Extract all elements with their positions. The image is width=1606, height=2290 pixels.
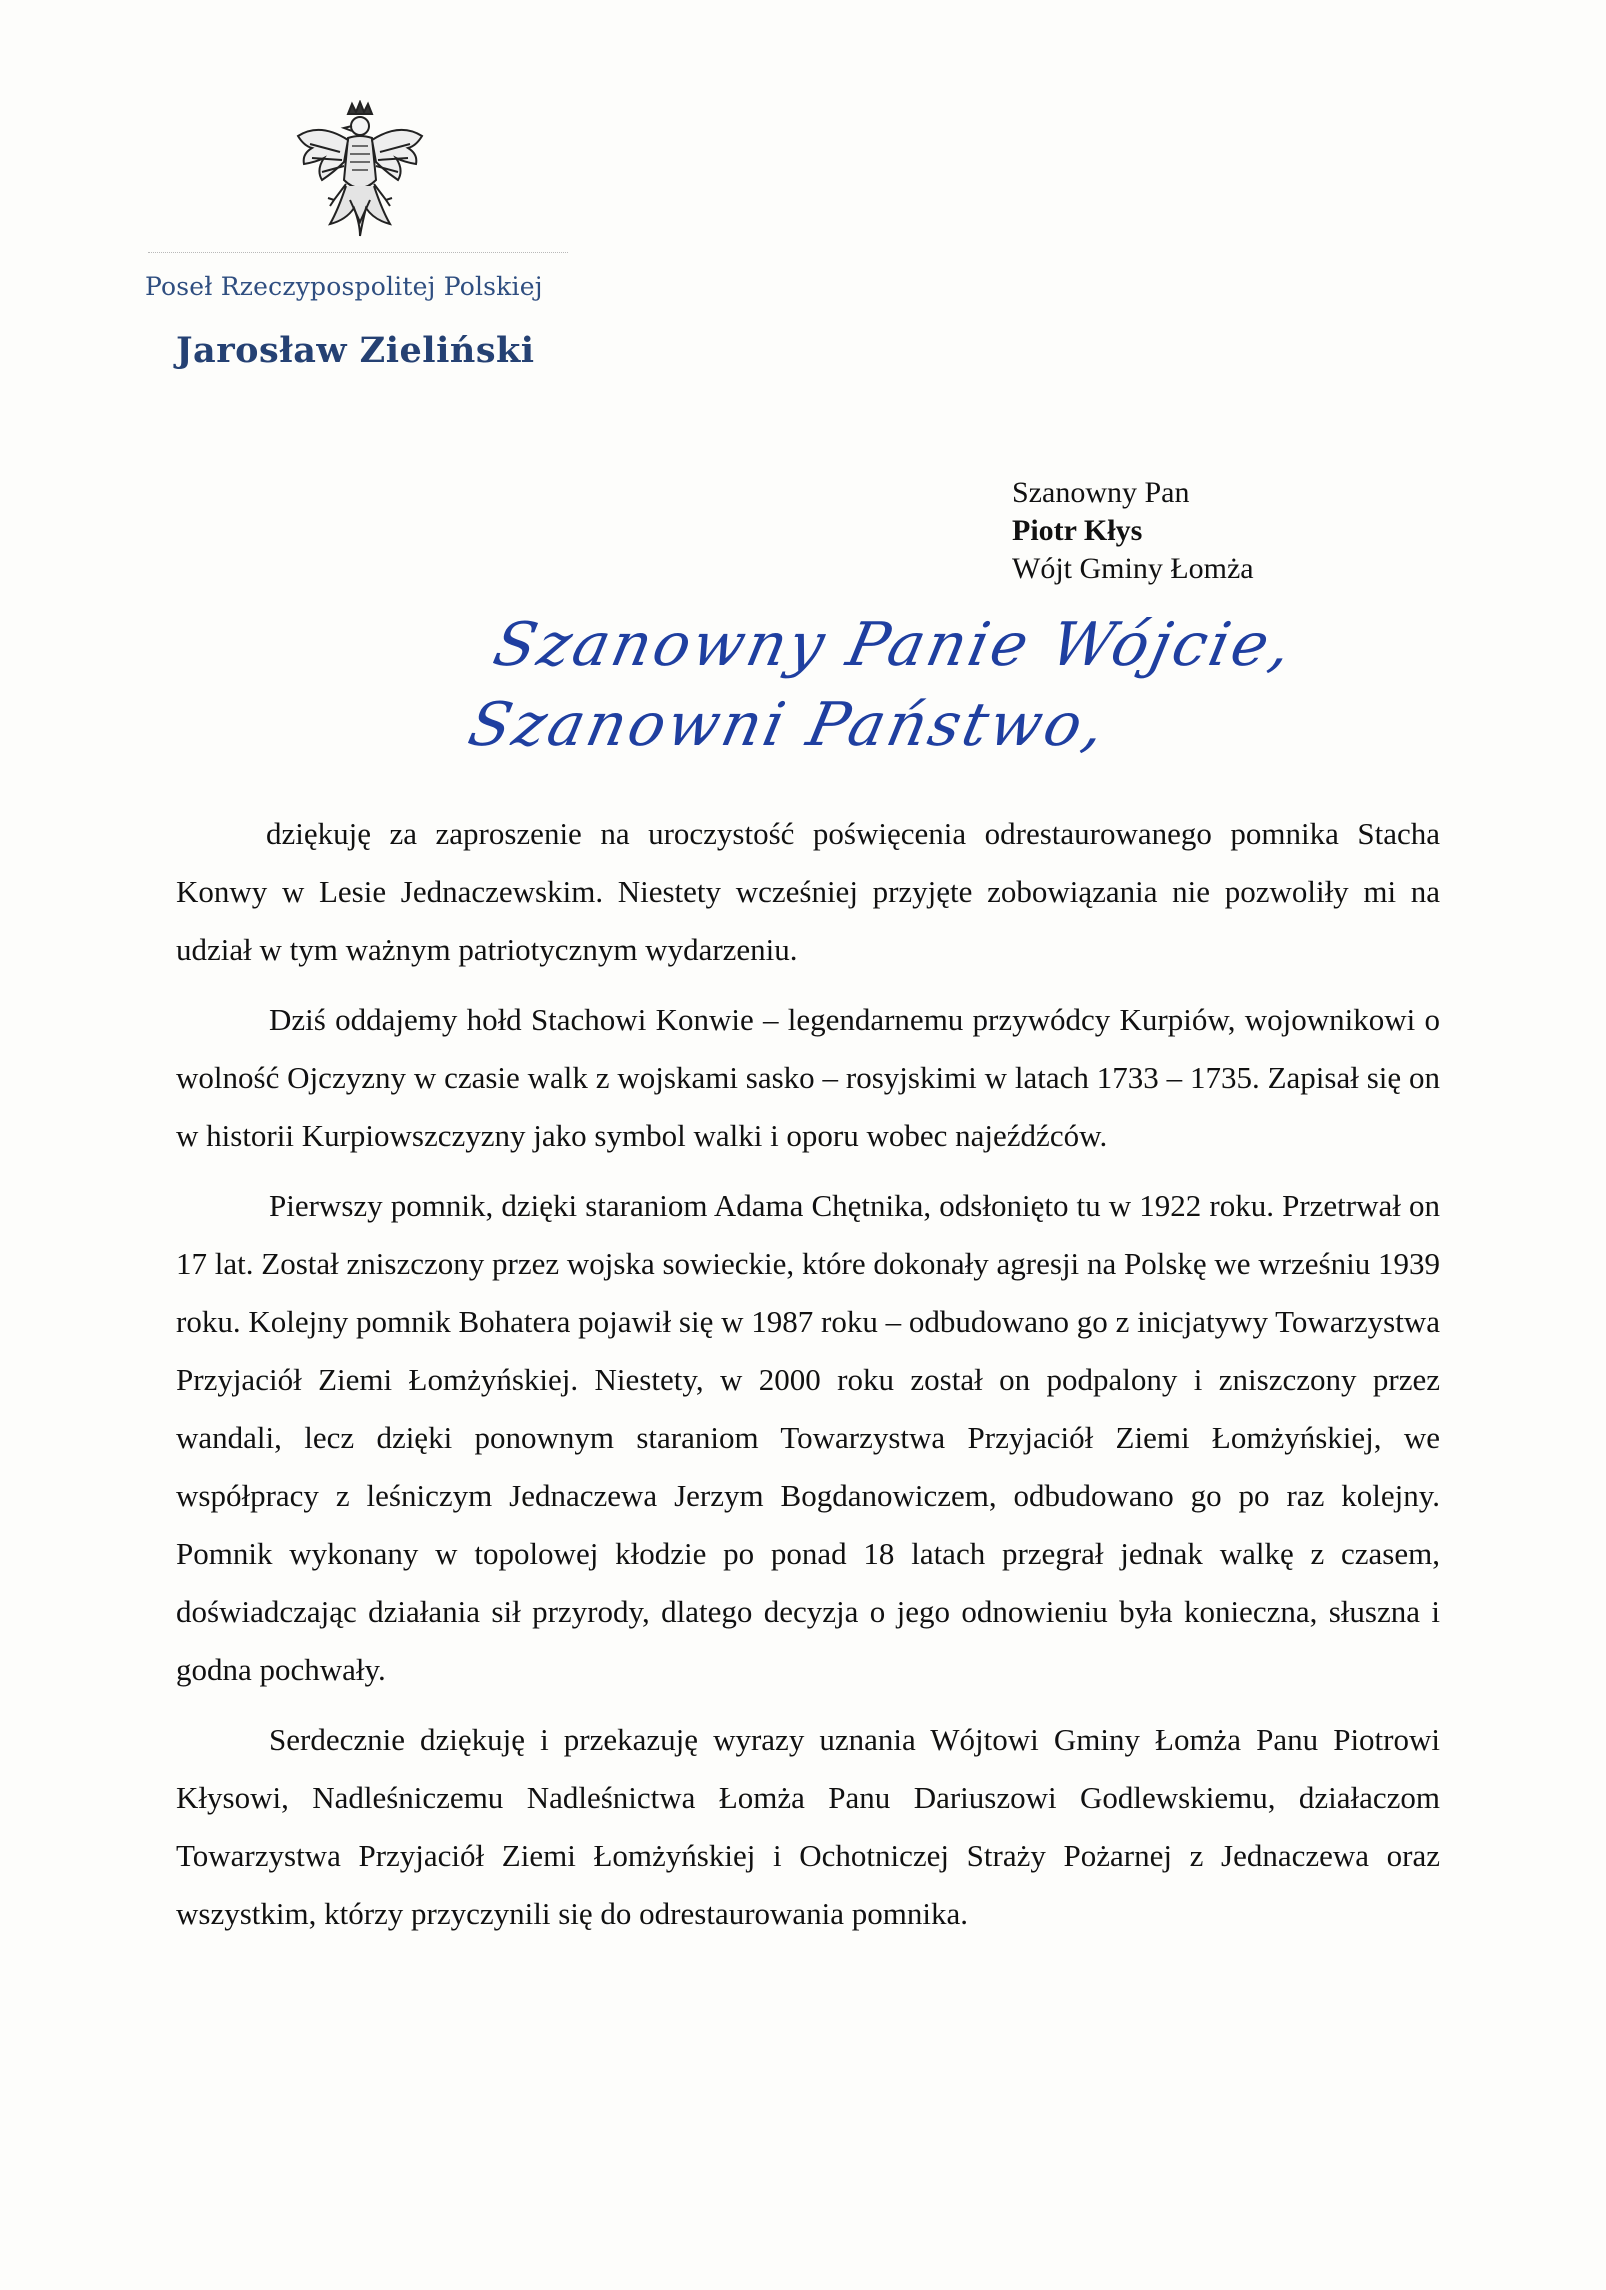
addressee-greeting: Szanowny Pan	[1012, 476, 1190, 509]
eagle-emblem-icon	[290, 100, 430, 250]
body-paragraph: Dziś oddajemy hołd Stachowi Konwie – legendarnemu przywódcy Kurpiów, wojownikowi o wolność Ojczyzny w czasie walk z wojskami sasko – rosyjskimi w latach 1733 – 1735. Zapisał się on w historii Kurpiowszczyzny jako symbol walki i oporu wobec najeźdźców.	[176, 1002, 1440, 1153]
addressee-title: Wójt Gminy Łomża	[1012, 552, 1254, 585]
handwritten-salutation	[462, 600, 1301, 780]
sender-name: Jarosław Zieliński	[176, 330, 535, 371]
letterhead-divider	[148, 252, 568, 253]
sender-office: Poseł Rzeczypospolitej Polskiej	[145, 272, 543, 301]
salutation-line-2: Szanowni Państwo,	[462, 690, 1114, 760]
letter-body	[176, 805, 1440, 1955]
addressee-name: Piotr Kłys	[1012, 514, 1143, 547]
body-paragraph: dziękuję za zaproszenie na uroczystość poświęcenia odrestaurowanego pomnika Stacha Konwy w Lesie Jednaczewskim. Niestety wcześniej przyjęte zobowiązania nie pozwoliły mi na udział w tym ważnym patriotycznym wydarzeniu.	[176, 816, 1440, 967]
salutation-line-1: Szanowny Panie Wójcie,	[487, 610, 1301, 680]
body-paragraph: Serdecznie dziękuję i przekazuję wyrazy uznania Wójtowi Gminy Łomża Panu Piotrowi Kłysowi, Nadleśniczemu Nadleśnictwa Łomża Panu Dariuszowi Godlewskiemu, działaczom Towarzystwa Przyjaciół Ziemi Łomżyńskiej i Ochotniczej Straży Pożarnej z Jednaczewa oraz wszystkim, którzy przyczynili się do odrestaurowania pomnika.	[176, 1722, 1440, 1931]
body-paragraph: Pierwszy pomnik, dzięki staraniom Adama Chętnika, odsłonięto tu w 1922 roku. Przetrwał on 17 lat. Został zniszczony przez wojska sowieckie, które dokonały agresji na Polskę we wrześniu 1939 roku. Kolejny pomnik Bohatera pojawił się w 1987 roku – odbudowano go z inicjatywy Towarzystwa Przyjaciół Ziemi Łomżyńskiej. Niestety, w 2000 roku został on podpalony i zniszczony przez wandali, lecz dzięki ponownym staraniom Towarzystwa Przyjaciół Ziemi Łomżyńskiej, we współpracy z leśniczym Jednaczewa Jerzym Bogdanowiczem, odbudowano go po raz kolejny. Pomnik wykonany w topolowej kłodzie po ponad 18 latach przegrał jednak walkę z czasem, doświadczając działania sił przyrody, dlatego decyzja o jego odnowieniu była konieczna, słuszna i godna pochwały.	[176, 1188, 1440, 1687]
addressee-block	[1012, 474, 1254, 588]
